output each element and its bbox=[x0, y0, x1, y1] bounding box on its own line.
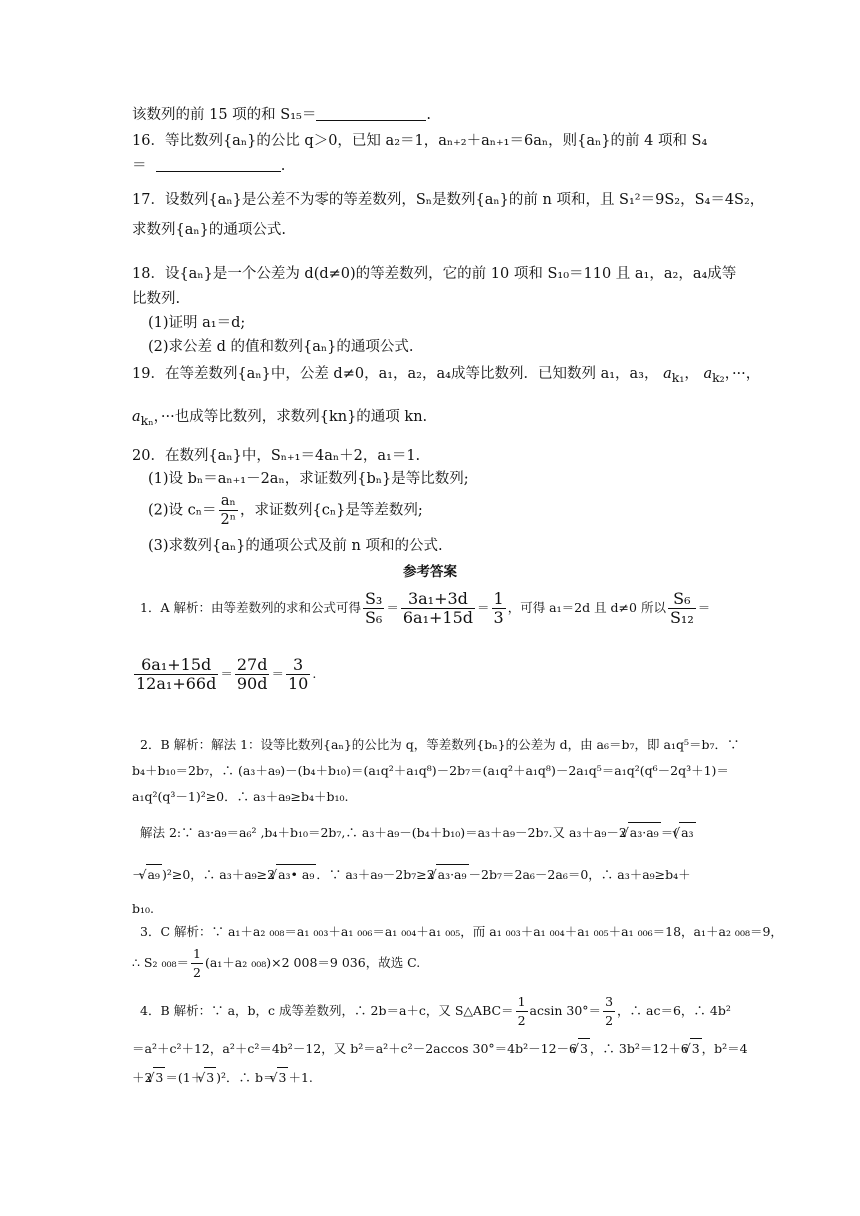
answer-4 bbox=[140, 993, 740, 1030]
numerator: 6a₁+15d bbox=[134, 656, 218, 675]
answer-2 bbox=[140, 735, 740, 755]
fraction bbox=[219, 492, 239, 529]
answer-2-cont1 bbox=[132, 761, 732, 781]
answer-3 bbox=[140, 922, 783, 942]
question-20-part3 bbox=[148, 536, 748, 556]
text: 20．在数列{aₙ}中，Sₙ₊₁＝4aₙ＋2，a₁＝1. bbox=[132, 448, 421, 464]
denominator: 3 bbox=[493, 608, 504, 627]
numerator: S₆ bbox=[668, 590, 696, 609]
text: b₄＋b₁₀＝2b₇，∴ (a₃＋a₉)－(b₄＋b₁₀)＝(a₁q²＋a₁q⁸)－2b₇＝(a₁q²＋a₁q⁸)－2a₁q⁵＝a₁q²(q⁶－2q³＋1)＝ bbox=[132, 763, 729, 778]
numerator: 27d bbox=[236, 655, 268, 674]
numerator: S₃ bbox=[364, 589, 383, 608]
sqrt: √ a₃·a₉ bbox=[436, 864, 469, 885]
text: ＋2 bbox=[132, 1070, 153, 1085]
question-18-part1 bbox=[148, 313, 748, 333]
text: ，···， bbox=[724, 366, 761, 382]
fraction bbox=[401, 590, 475, 627]
text: a bbox=[663, 366, 672, 382]
text: ．∵ a₃＋a₉－2b₇≥2 bbox=[316, 867, 435, 882]
text: (3)求数列{aₙ}的通项公式及前 n 项和的公式. bbox=[148, 538, 443, 554]
text: ，∴ ac＝6，∴ 4b² bbox=[617, 1003, 731, 1018]
text: (a₁＋a₂ ₀₀₈)×2 008＝9 036，故选 C. bbox=[204, 955, 421, 970]
text: ＝(1＋ bbox=[165, 1070, 204, 1085]
answer-1-cont: $\frac{\text{6a₁+15d}}{\text{12a₁+66d}}$ ＝ $\frac{27d}{90d}$ ＝ $\frac{3}{10}$ . bbox=[136, 655, 317, 693]
answer-blank bbox=[156, 157, 281, 172]
text: － bbox=[132, 867, 145, 882]
text: a bbox=[703, 366, 713, 382]
text: a bbox=[132, 409, 141, 425]
answer-2-method2 bbox=[140, 822, 740, 843]
text: b₁₀. bbox=[132, 901, 154, 916]
text: 该数列的前 15 项的和 S₁₅＝ bbox=[132, 107, 317, 123]
answer-2-end bbox=[132, 899, 732, 919]
denominator: 2 bbox=[605, 1013, 614, 1028]
text: 比数列. bbox=[132, 291, 181, 307]
answer-3-cont bbox=[132, 945, 732, 982]
question-16 bbox=[132, 131, 732, 151]
answer-2-cont2 bbox=[132, 787, 732, 807]
text: 4．B 解析：∵ a，b，c 成等差数列，∴ 2b＝a＋c，又 S△ABC＝ bbox=[140, 1003, 514, 1018]
text: acsin 30°＝ bbox=[529, 1003, 602, 1018]
numerator: 3a₁+3d bbox=[401, 590, 475, 609]
text: ＝a²＋c²＋12，a²＋c²＝4b²－12，又 b²＝a²＋c²－2accos 30°＝4b²－12－6 bbox=[132, 1041, 577, 1056]
question-20-part2 bbox=[148, 492, 748, 529]
sqrt: √ a₃·a₉ bbox=[628, 822, 661, 843]
text: (2)求公差 d 的值和数列{aₙ}的通项公式. bbox=[148, 339, 414, 355]
text: (2)设 cₙ＝ bbox=[148, 502, 217, 519]
answer-4-cont2 bbox=[132, 1067, 732, 1088]
subscript: k₂ bbox=[712, 369, 725, 385]
text: 18．设{aₙ}是一个公差为 d(d≠0)的等差数列，它的前 10 项和 S₁₀＝110 且 a₁，a₂，a₄成等 bbox=[132, 266, 737, 282]
answer-2-method2-cont bbox=[132, 864, 732, 885]
denominator: S₆ bbox=[364, 608, 383, 627]
fraction bbox=[492, 590, 506, 627]
text: ，b²＝4 bbox=[701, 1041, 748, 1056]
fraction bbox=[363, 590, 384, 627]
denominator: 10 bbox=[287, 674, 309, 693]
answer-1: 1．A 解析：由等差数列的求和公式可得 $\frac{\text{S₃}}{\text{S₆}}$ ＝ $\frac{\text{3a₁+3d}}{\text{6a₁+15d}}$ ＝ $\frac{1}{3}$ ，可得 a₁＝2d 且 d≠0 所以 $\frac{\text{S₆}}{\text{S₁₂}}$ ＝ bbox=[140, 589, 711, 627]
denominator: 6a₁+15d bbox=[402, 608, 473, 627]
text: a₁q²(q³－1)²≥0．∴ a₃＋a₉≥b₄＋b₁₀. bbox=[132, 789, 349, 804]
text: )²．∴ b＝ bbox=[216, 1070, 276, 1085]
answer-4-cont1 bbox=[132, 1038, 748, 1059]
text: 19．在等差数列{aₙ}中，公差 d≠0，a₁，a₂，a₄成等比数列．已知数列 a₁，a₃， bbox=[132, 366, 659, 382]
text: ＋1. bbox=[288, 1070, 313, 1085]
denominator: 90d bbox=[236, 674, 268, 693]
text: ，···也成等比数列，求数列{kn}的通项 kn. bbox=[153, 409, 428, 425]
subscript: k₁ bbox=[671, 369, 685, 385]
denominator: S₁₂ bbox=[669, 608, 694, 627]
text: )²≥0，∴ a₃＋a₉≥2 bbox=[161, 867, 276, 882]
question-18 bbox=[132, 264, 737, 284]
text: ，可得 a₁＝2d 且 d≠0 所以 bbox=[507, 600, 666, 615]
fraction bbox=[516, 993, 528, 1030]
numerator: 3 bbox=[286, 656, 310, 675]
sqrt: √ a₃• a₉ bbox=[276, 864, 316, 885]
sqrt: √ 3 bbox=[153, 1067, 165, 1088]
fraction bbox=[191, 945, 203, 982]
subscript: kₙ bbox=[140, 412, 154, 428]
text: 17．设数列{aₙ}是公差不为零的等差数列，Sₙ是数列{aₙ}的前 n 项和，且 S₁²＝9S₂，S₄＝4S₂， bbox=[132, 192, 765, 208]
text: 16．等比数列{aₙ}的公比 q＞0，已知 a₂＝1，aₙ₊₂＋aₙ₊₁＝6aₙ，则{aₙ}的前 4 项和 S₄ bbox=[132, 133, 708, 149]
denominator: 2 bbox=[193, 965, 201, 980]
question-18-part2 bbox=[148, 337, 748, 357]
text: ＝ bbox=[697, 600, 711, 615]
numerator: 1 bbox=[516, 993, 528, 1012]
text: ，∴ 3b²＝12＋6 bbox=[589, 1041, 689, 1056]
question-20-part1 bbox=[148, 469, 748, 489]
sqrt: √ 3 bbox=[690, 1038, 702, 1059]
question-17 bbox=[132, 190, 765, 210]
text: . bbox=[280, 158, 286, 174]
denominator: 2 bbox=[517, 1013, 526, 1028]
fraction bbox=[235, 656, 270, 693]
numerator: 1 bbox=[493, 589, 504, 608]
text: (1)设 bₙ＝aₙ₊₁－2aₙ，求证数列{bₙ}是等比数列; bbox=[148, 471, 469, 487]
fraction bbox=[134, 656, 218, 693]
sqrt: √ 3 bbox=[204, 1067, 216, 1088]
answers-title: 参考答案 bbox=[403, 564, 457, 580]
text: . bbox=[426, 107, 431, 123]
text: 解法 2:∵ a₃·a₉＝a₆² ,b₄＋b₁₀＝2b₇,∴ a₃＋a₉－(b₄＋b₁₀)＝a₃＋a₉－2b₇.又 a₃＋a₉－2 bbox=[140, 825, 627, 840]
question-18-cont bbox=[132, 289, 732, 309]
question-16-cont bbox=[132, 156, 732, 176]
sqrt: √ a₉ bbox=[146, 864, 162, 885]
sqrt: √ 3 bbox=[277, 1067, 289, 1088]
text: 2．B 解析：解法 1：设等比数列{aₙ}的公比为 q，等差数列{bₙ}的公差为 d，由 a₆＝b₇，即 a₁q⁵＝b₇．∵ bbox=[140, 737, 740, 752]
text: 求数列{aₙ}的通项公式. bbox=[132, 222, 286, 238]
fraction bbox=[668, 590, 696, 627]
text: (1)证明 a₁＝d; bbox=[148, 315, 246, 331]
text: ＝( bbox=[660, 825, 679, 840]
text: ∴ S₂ ₀₀₈＝ bbox=[132, 955, 190, 970]
sqrt: √ a₃ bbox=[679, 822, 695, 843]
answer-blank bbox=[316, 106, 426, 121]
text: －2b₇＝2a₆－2a₆＝0，∴ a₃＋a₉≥b₄＋ bbox=[468, 867, 691, 882]
question-19: 19．在等差数列{aₙ}中，公差 d≠0，a₁，a₂，a₄成等比数列．已知数列 a₁，a₃， $a_{k_1}$， $a_{k_2}$，···， bbox=[132, 366, 761, 385]
text: ，求证数列{cₙ}是等差数列; bbox=[240, 502, 423, 519]
numerator: 1 bbox=[191, 945, 203, 964]
denominator: 2ⁿ bbox=[220, 512, 237, 528]
text: 3．C 解析：∵ a₁＋a₂ ₀₀₈＝a₁ ₀₀₃＋a₁ ₀₀₆＝a₁ ₀₀₄＋a₁ ₀₀₅，而 a₁ ₀₀₃＋a₁ ₀₀₄＋a₁ ₀₀₅＋a₁ ₀₀₆＝18，a₁＋a₂ ₀₀₈＝9， bbox=[140, 924, 783, 939]
text: 1．A 解析：由等差数列的求和公式可得 bbox=[140, 600, 361, 615]
question-17-cont bbox=[132, 220, 732, 240]
sqrt: √ 3 bbox=[578, 1038, 590, 1059]
fraction bbox=[286, 656, 310, 693]
q15-tail bbox=[132, 105, 732, 125]
numerator: 3 bbox=[603, 993, 615, 1012]
numerator: aₙ bbox=[219, 492, 239, 511]
denominator: 12a₁+66d bbox=[136, 674, 217, 693]
question-20 bbox=[132, 446, 732, 466]
question-19-cont bbox=[132, 407, 732, 431]
fraction bbox=[603, 993, 615, 1030]
text: ＝ bbox=[132, 158, 147, 174]
